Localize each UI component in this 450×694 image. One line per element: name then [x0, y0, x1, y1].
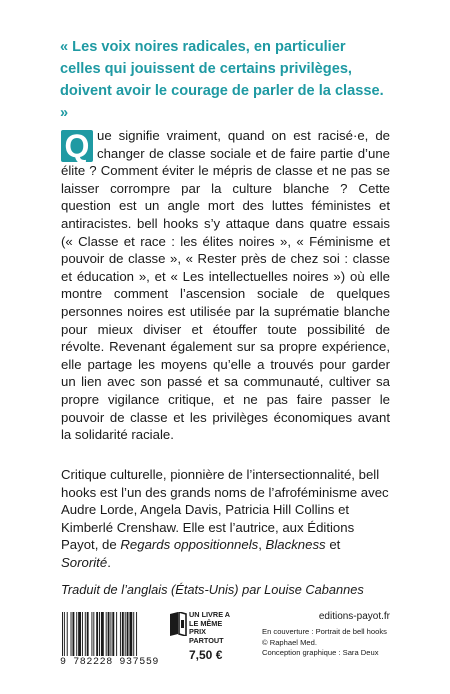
- back-cover-blurb: [61, 127, 390, 444]
- blurb-text: ue signifie vraiment, quand on est racisé·e, de changer de classe sociale et de faire partie d’une élite ? Comment éviter le mépris de classe et ne pas se laisser corrompre par la culture blanche ? Cette question est un angle mort des luttes féministes et antiracistes. bell hooks s’y attaque dans quatre essais (« Classe et race : les élites noires », « Féminisme et pouvoir de classe », « Rester près de chez soi : classe et éducation », et « Les intellectuelles noires ») où elle montre comment l’ascension sociale de quelques personnes noires est utilisée par la suprématie blanche pour mieux diviser et étouffer toute possibilité de révolte. Revenant également sur sa propre expérience, elle partage les moyens qu’elle a trouvés pour garder un lien avec son passé et sa communauté, cultiver sa propre vigilance critique, et ne pas faire passer le pouvoir de classe et les privilèges économiques avant la solidarité raciale.: [61, 128, 390, 443]
- badge-line: UN LIVRE A: [189, 610, 231, 619]
- cover-photo-credit: En couverture : Portrait de bell hooks: [262, 627, 387, 636]
- bio-separator: et: [325, 537, 341, 553]
- publisher-url: editions-payot.fr: [318, 611, 390, 622]
- barcode-icon: [60, 612, 164, 656]
- bio-text: Critique culturelle, pionnière de l’intersectionnalité, bell hooks est l’un des grands noms de l’afroféminisme avec Audre Lorde, Angela Davis, Patricia Hill Collins et Kimberlé Crenshaw. Elle est l’autrice, aux Éditions Payot, de: [61, 467, 389, 553]
- drop-cap: Q: [61, 130, 93, 162]
- bio-end: .: [107, 554, 111, 570]
- isbn-barcode: [60, 612, 166, 670]
- badge-line: LE MÊME PRIX: [189, 618, 223, 636]
- isbn-number: 9 782228 937559: [60, 657, 160, 668]
- design-credit: Conception graphique : Sara Deux: [262, 648, 379, 658]
- book-law-logo-icon: [169, 612, 187, 636]
- price-block: [169, 610, 231, 670]
- bio-separator: ,: [258, 537, 266, 553]
- pull-quote: « Les voix noires radicales, en particulier celles qui jouissent de certains privilèges, doivent avoir le courage de parler de la classe. »: [60, 39, 384, 121]
- photo-copyright: © Raphael Med.: [262, 637, 317, 647]
- author-bio: [61, 466, 390, 572]
- book-title-blackness: Blackness: [265, 537, 326, 553]
- price: 7,50 €: [189, 648, 223, 662]
- book-title-sororite: Sororité: [61, 554, 108, 570]
- cover-credits: [262, 627, 402, 659]
- book-title-regards: Regards oppositionnels: [120, 537, 259, 553]
- badge-line: PARTOUT: [189, 635, 224, 645]
- single-price-badge: [189, 611, 237, 645]
- translator-credit: Traduit de l’anglais (États-Unis) par Louise Cabannes: [61, 582, 364, 597]
